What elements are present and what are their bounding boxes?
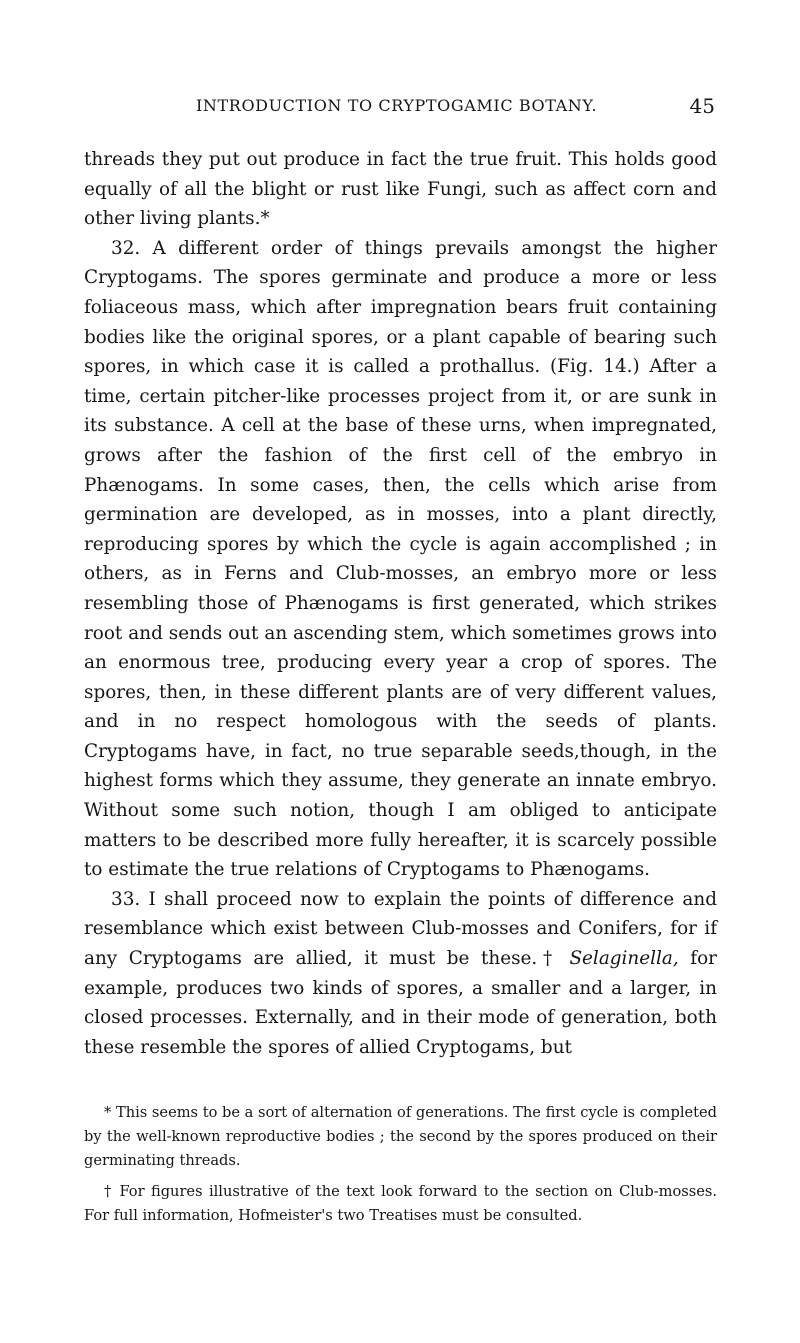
paragraph-continuation: threads they put out produce in fact the true fruit. This holds good equally of all the blight or rust like Fungi, such as affect corn and other living plants.* bbox=[84, 149, 717, 230]
genus-name-selaginella: Selaginella, bbox=[569, 948, 679, 970]
page-header bbox=[84, 96, 715, 126]
body-text bbox=[84, 145, 717, 1062]
running-title: INTRODUCTION TO CRYPTOGAMIC BOTANY. bbox=[196, 96, 598, 115]
footnote-asterisk: * This seems to be a sort of alternation of generations. The first cycle is completed by the well-known reproductive bodies ; the second by the spores produced on their germinating threads. bbox=[84, 1104, 717, 1170]
paragraph-33-text-end: for example, produces two kinds of spores, a smaller and a larger, in closed processes. Externally, and in their mode of generation, both these resemble the spores of allied Cryptogams, but bbox=[84, 948, 717, 1058]
paragraph-33 bbox=[84, 885, 717, 1063]
footnote-dagger: † For figures illustrative of the text look forward to the section on Club-mosses. For full information, Hofmeister's two Treatises must be consulted. bbox=[84, 1182, 717, 1224]
paragraph-32: 32. A different order of things prevails amongst the higher Cryptogams. The spores germinate and produce a more or less foliaceous mass, which after impregnation bears fruit containing bodies like the original spores, or a plant capable of bearing such spores, in which case it is called a prothallus. (Fig. 14.) After a time, certain pitcher-like processes project from it, or are sunk in its substance. A cell at the base of these urns, when impregnated, grows after the fashion of the first cell of the embryo in Phænogams. In some cases, then, the cells which arise from germination are developed, as in mosses, into a plant directly, reproducing spores by which the cycle is again accomplished ; in others, as in Ferns and Club-mosses, an embryo more or less resembling those of Phænogams is first generated, which strikes root and sends out an ascending stem, which sometimes grows into an enormous tree, producing every year a crop of spores. The spores, then, in these different plants are of very different values, and in no respect homologous with the seeds of plants. Cryptogams have, in fact, no true separable seeds,though, in the highest forms which they assume, they generate an innate embryo. Without some such notion, though I am obliged to anticipate matters to be described more fully hereafter, it is scarcely possible to estimate the true relations of Cryptogams to Phænogams. bbox=[84, 237, 717, 881]
paragraph-33-text-start: 33. I shall proceed now to explain the points of difference and resemblance which exist between Club-mosses and Conifers, for if any Cryptogams are allied, it must be these.† bbox=[84, 888, 717, 970]
page-number: 45 bbox=[689, 94, 715, 118]
footnotes bbox=[84, 1101, 717, 1234]
